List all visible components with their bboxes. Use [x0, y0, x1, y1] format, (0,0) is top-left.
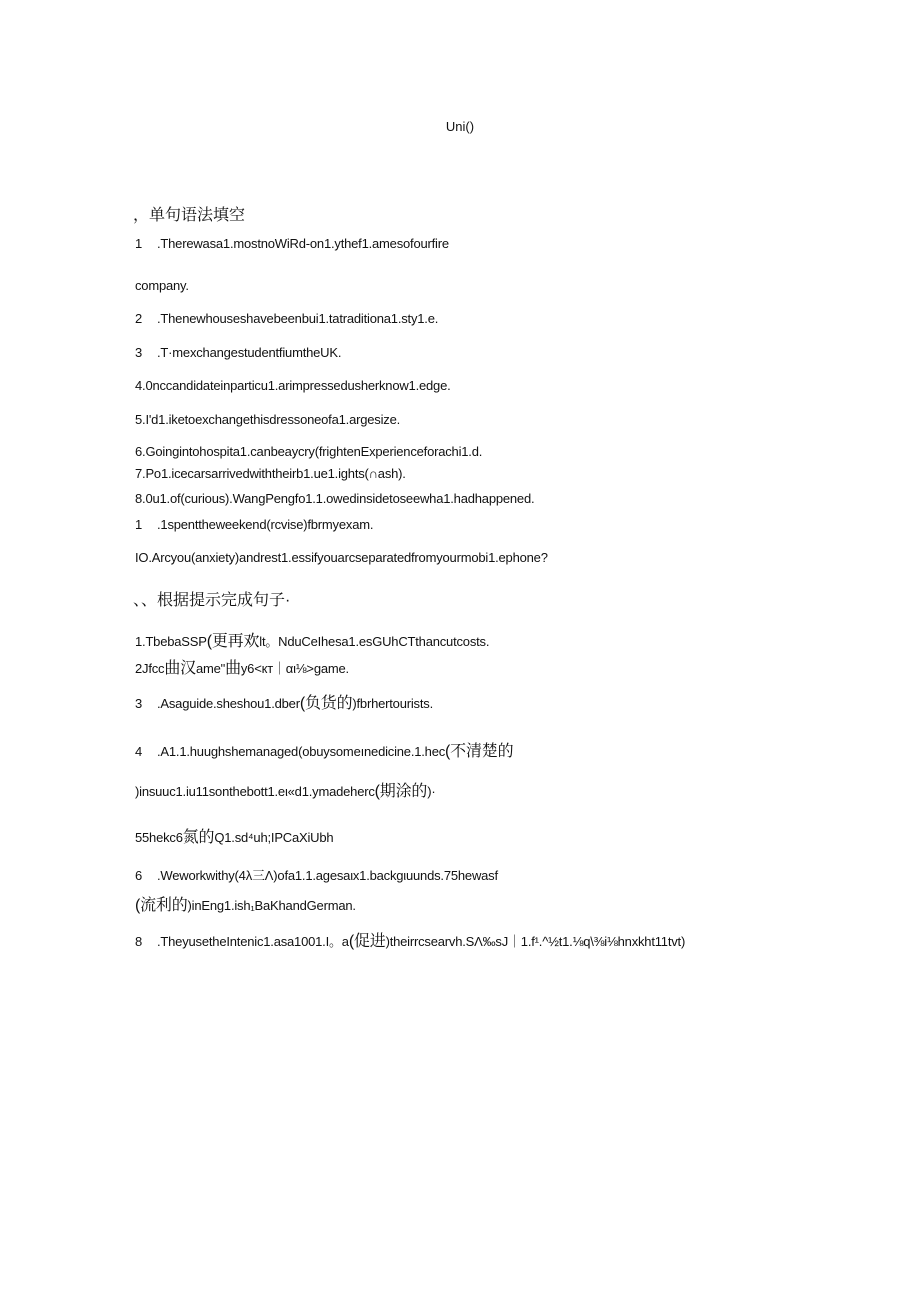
exercise-line: [135, 444, 482, 459]
item-number: 8: [135, 934, 143, 949]
item-text: ame": [195, 661, 226, 676]
item-text: lt。NduCeIhesa1.esGUhCTthancutcosts.: [259, 634, 490, 649]
chinese-hint: (更再欢: [206, 633, 260, 650]
chinese-hint: 曲汉: [164, 660, 196, 677]
exercise-line: [135, 466, 406, 481]
section-heading-grammar: ，单句语法填空: [133, 207, 246, 224]
exercise-line: [135, 690, 433, 713]
exercise-line: [135, 655, 349, 678]
item-number: 3: [135, 345, 143, 360]
item-text: .TheyusetheIntenic1.asa1001.I。a: [157, 934, 349, 949]
item-text: 7.Po1.icecarsarrivedwiththeirb1.ue1.ights(∩ash).: [135, 466, 406, 481]
exercise-line: [135, 278, 189, 293]
exercise-line: [135, 628, 489, 651]
item-text: )inEng1.ish₁BaKhandGerman.: [187, 898, 356, 913]
item-text: 5.I'd1.iketoexchangethisdressoneofa1.argesize.: [135, 412, 401, 427]
exercise-line: [135, 378, 451, 393]
item-number: 1: [135, 236, 143, 251]
chinese-hint: (促进: [348, 933, 386, 950]
exercise-line: [135, 865, 498, 884]
item-text: .T·mexchangestudentfiumtheUK.: [157, 345, 342, 360]
exercise-line: [135, 738, 513, 761]
item-text: 4.0nccandidateinparticu1.arimpressedusherknow1.edge.: [135, 378, 451, 393]
item-text: 2Jfcc: [135, 661, 165, 676]
item-text: .A1.1.huughshemanaged(obuysomeınedicine.1.hec: [157, 744, 446, 759]
chinese-hint: 曲: [225, 660, 241, 677]
item-text: 55hekc6: [135, 830, 183, 845]
item-number: 3: [135, 696, 143, 711]
item-text: )·: [427, 784, 436, 799]
exercise-line: [135, 824, 333, 847]
exercise-line: [135, 928, 685, 951]
item-text: company.: [135, 278, 189, 293]
item-text: .Therewasa1.mostnoWiRd-on1.ythef1.amesofourfire: [157, 236, 449, 251]
item-text: )insuuc1.iu11sonthebott1.eι«d1.ymadeherc: [135, 784, 375, 799]
exercise-line: [135, 345, 341, 360]
item-text: .Weworkwithy(4λ三Λ)ofa1.1.agesaιx1.backgιuunds.75hewasf: [157, 868, 498, 883]
item-number: 4: [135, 744, 143, 759]
item-text: 6.Goingintohospita1.canbeaycry(frightenExperienceforachi1.d.: [135, 444, 483, 459]
item-number: 6: [135, 868, 143, 883]
item-text: )fbrhertourists.: [352, 696, 433, 711]
chinese-hint: (不清楚的: [445, 743, 514, 760]
item-text: 8.0u1.of(curious).WangPengfo1.1.owedinsidetoseewha1.hadhappened.: [135, 491, 535, 506]
section-heading-complete-sentences: 、、根据提示完成句子·: [133, 592, 291, 609]
chinese-hint: (流利的: [135, 897, 188, 914]
item-text: )theirrcsearvh.SΛ‰sJ｜1.f¹.^½t1.⅛q\⅜i⅛hnxkht11tvt): [385, 934, 686, 949]
exercise-line: [135, 236, 449, 251]
exercise-line: [135, 778, 435, 801]
item-text: y6<кт｜αι⅛>game.: [240, 661, 349, 676]
exercise-line: [135, 550, 548, 565]
item-number: 1: [135, 517, 143, 532]
item-text: IO.Arcyou(anxiety)andrest1.essifyouarcseparatedfromyourmobi1.ephone?: [135, 550, 548, 565]
chinese-hint: 氮的: [182, 829, 215, 846]
exercise-line: [135, 517, 373, 532]
exercise-line: [135, 892, 356, 915]
chinese-hint: (期涂的: [374, 783, 428, 800]
item-text: 1.TbebaSSP: [135, 634, 207, 649]
item-number: 2: [135, 311, 143, 326]
exercise-line: [135, 491, 534, 506]
chinese-hint: (负货的: [299, 695, 353, 712]
item-text: Q1.sd⁴uh;IPCaXiUbh: [214, 830, 334, 845]
item-text: .Asaguide.sheshou1.dber: [157, 696, 300, 711]
exercise-line: [135, 311, 438, 326]
page-title: Uni(): [445, 119, 475, 134]
item-text: .Thenewhouseshavebeenbui1.tatraditiona1.sty1.e.: [157, 311, 439, 326]
exercise-line: [135, 412, 400, 427]
item-text: .1spenttheweekend(rcvise)fbrmyexam.: [157, 517, 374, 532]
